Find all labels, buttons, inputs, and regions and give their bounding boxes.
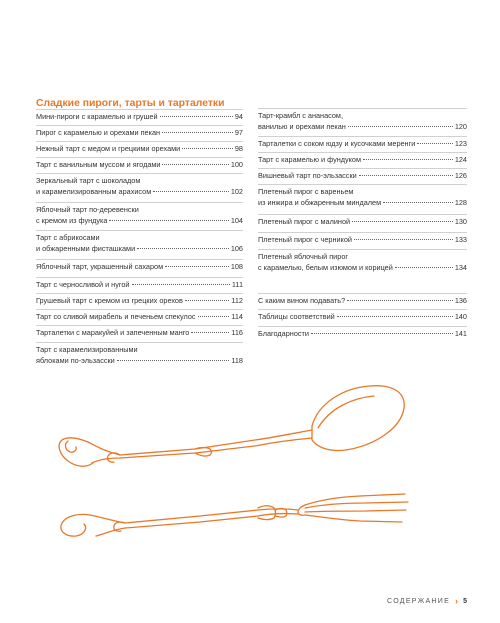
toc-page-number: 136 [454, 296, 467, 305]
toc-page-number: 123 [454, 139, 467, 148]
toc-entry-title: Тарталетки с соком юдзу и кусочками меренги [258, 139, 416, 148]
toc-entry-title: Тарт-крамбл с ананасом, [258, 111, 343, 120]
toc-page-number: 94 [234, 112, 243, 121]
toc-page-number: 124 [454, 155, 467, 164]
toc-page-number: 102 [230, 187, 243, 196]
toc-entry-title: Таблицы соответствий [258, 312, 335, 321]
toc-page-number: 128 [454, 198, 467, 207]
toc-page-number: 108 [230, 262, 243, 271]
toc-entry-title: Нежный тарт с медом и грецкими орехами [36, 144, 181, 153]
toc-page-number: 104 [230, 216, 243, 225]
toc-entry-title: Благодарности [258, 329, 309, 338]
toc-entry-title: Тарт со сливой мирабель и печеньем спекулос [36, 312, 196, 321]
toc-page-number: 126 [454, 171, 467, 180]
toc-entry-title: из инжира и обжаренным миндалем [258, 198, 382, 207]
toc-entry-title: Мини-пироги с карамелью и грушей [36, 112, 158, 121]
toc-page-number: 141 [454, 329, 467, 338]
toc-entry-title: Плетеный пирог с малиной [258, 217, 351, 226]
toc-page-number: 133 [454, 235, 467, 244]
toc-entry-title: яблоками по-эльзасски [36, 356, 115, 365]
toc-entry-title: Вишневый тарт по-эльзасски [258, 171, 357, 180]
toc-entry-title: с карамелью, белым изюмом и корицей [258, 263, 393, 272]
toc-entry-title: Тарт с карамелизированными [36, 345, 138, 354]
chevron-right-icon: › [455, 596, 459, 606]
page-footer [387, 596, 467, 606]
toc-entry-title: Тарт с абрикосами [36, 233, 100, 242]
fork-tines [305, 494, 408, 522]
toc-entry-title: и обжаренными фисташками [36, 244, 136, 253]
page-number: 5 [463, 597, 467, 605]
toc-page-number: 106 [230, 244, 243, 253]
toc-entry-title: Грушевый тарт с кремом из грецких орехов [36, 296, 183, 305]
toc-page-number: 118 [231, 356, 243, 365]
toc-entry-title: Тарт с черносливой и нугой [36, 280, 130, 289]
toc-entry-title: Яблочный тарт по-деревенски [36, 205, 139, 214]
toc-entry-title: Тарт с ванильным муссом и ягодами [36, 160, 161, 169]
toc-page-number: 98 [234, 144, 243, 153]
toc-page-number: 134 [454, 263, 467, 272]
toc-entry-title: Плетеный пирог с черникой [258, 235, 352, 244]
toc-page-number: 100 [230, 160, 243, 169]
toc-entry-title: Яблочный тарт, украшенный сахаром [36, 262, 164, 271]
section-title: Сладкие пироги, тарты и тарталетки [36, 98, 225, 109]
toc-page-number: 116 [231, 328, 243, 337]
footer-label: СОДЕРЖАНИЕ [387, 597, 451, 605]
toc-entry-title: с кремом из фундука [36, 216, 108, 225]
toc-page-number: 140 [454, 312, 467, 321]
toc-entry-title: Тарт с карамелью и фундуком [258, 155, 362, 164]
toc-entry-title: Пирог с карамелью и орехами пекан [36, 128, 161, 137]
toc-entry-title: Тарталетки с маракуйей и запеченным манго [36, 328, 190, 337]
fork-handle [61, 509, 298, 536]
toc-page-number: 120 [454, 122, 467, 131]
toc-entry-title: Плетеный пирог с вареньем [258, 187, 354, 196]
toc-entry-title: ванилью и орехами пекан [258, 122, 346, 131]
toc-page-number: 112 [231, 296, 243, 305]
toc-page-number: 97 [234, 128, 243, 137]
toc-page-number: 130 [454, 217, 467, 226]
toc-entry-title: Зеркальный тарт с шоколадом [36, 176, 141, 185]
toc-page-number: 114 [231, 312, 243, 321]
toc-entry-title: С каким вином подавать? [258, 296, 346, 305]
toc-entry-title: и карамелизированным арахисом [36, 187, 152, 196]
toc-entry-title: Плетеный яблочный пирог [258, 252, 349, 261]
toc-page-number: 111 [231, 280, 243, 289]
